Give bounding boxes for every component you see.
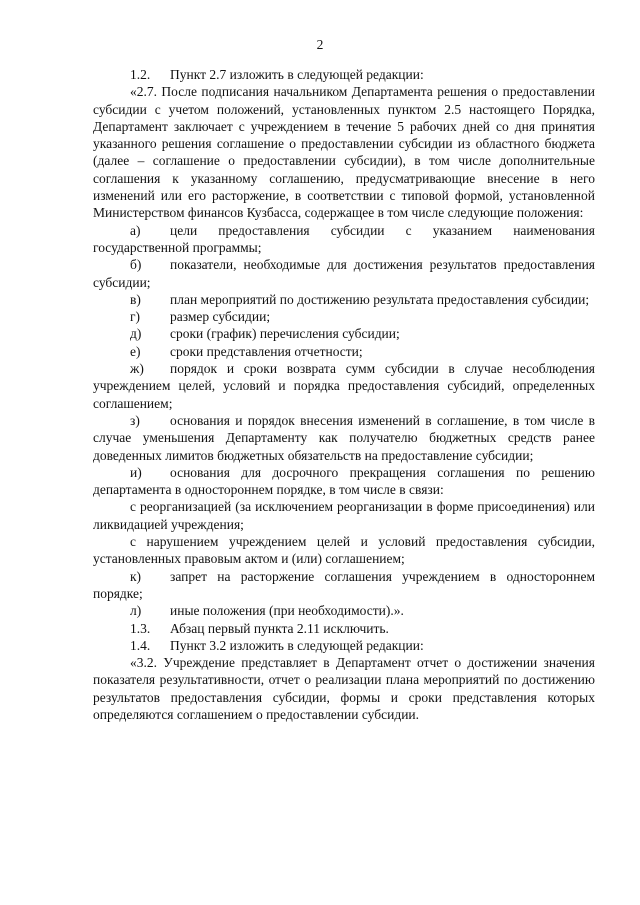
list-marker: к)	[130, 568, 142, 584]
list-marker: г)	[130, 309, 141, 325]
sub-item-reorganization: с реорганизацией (за исключением реорганизации в форме присоединения) или ликвидацией учреждения;	[93, 499, 595, 532]
list-text: сроки (график) перечисления субсидии;	[170, 326, 400, 342]
list-marker: л)	[130, 603, 142, 619]
paragraph-2-7: «2.7. После подписания начальником Департамента решения о предоставлении субсидии с учетом положений, установленных пунктом 2.5 настоящего Порядка, Департамент заключает с учреждением в течение 5 рабочих дней со дня принятия указанного решения соглашение о предоставлении субсидии из областного бюджета (далее – соглашение о предоставлении субсидии), в том числе дополнительные соглашения к указанному соглашению, предусматривающие внесение в него изменений или его расторжение, в соответствии с типовой формой, установленной Министерством финансов Кузбасса, содержащее в том числе следующие положения:	[93, 84, 595, 221]
sub-item-violation: с нарушением учреждением целей и условий предоставления субсидии, установленных правовым актом и (или) соглашением;	[93, 534, 595, 567]
list-text: иные положения (при необходимости).».	[170, 603, 404, 619]
list-text: цели предоставления субсидии с указанием наименования государственной программы;	[93, 222, 595, 255]
paragraph-text: Абзац первый пункта 2.11 исключить.	[170, 620, 389, 636]
paragraph-1-3	[93, 620, 595, 637]
list-text: сроки представления отчетности;	[170, 343, 363, 359]
paragraph-marker: 1.3.	[130, 620, 151, 636]
list-text: показатели, необходимые для достижения результатов предоставления субсидии;	[93, 257, 595, 290]
paragraph-text: Пункт 3.2 изложить в следующей редакции:	[170, 637, 424, 653]
list-item-k	[93, 568, 595, 603]
list-item-i	[93, 464, 595, 499]
paragraph-1-4	[93, 637, 595, 654]
page-number: 2	[316, 37, 324, 52]
paragraph-marker: 1.4.	[130, 637, 151, 653]
list-text: план мероприятий по достижению результата предоставления субсидии;	[170, 291, 590, 307]
document-body	[93, 66, 595, 723]
list-text: основания и порядок внесения изменений в соглашение, в том числе в случае уменьшения Департаменту как получателю бюджетных средств ранее доведенных лимитов бюджетных обязательств на предоставление субсидии;	[93, 412, 595, 463]
paragraph-3-2: «3.2. Учреждение представляет в Департамент отчет о достижении значения показателя результативности, отчет о реализации плана мероприятий по достижению результатов предоставления субсидии, формы и сроки представления которых определяются соглашением о предоставлении субсидии.	[93, 655, 595, 722]
list-item-z	[93, 412, 595, 464]
list-marker: з)	[130, 412, 140, 428]
list-marker: д)	[130, 326, 142, 342]
list-item-e	[93, 343, 595, 360]
list-item-a	[93, 222, 595, 257]
list-item-d	[93, 325, 595, 342]
list-marker: ж)	[130, 361, 144, 377]
list-item-v	[93, 291, 595, 308]
list-marker: и)	[130, 464, 142, 480]
list-text: запрет на расторжение соглашения учреждением в одностороннем порядке;	[93, 568, 595, 601]
paragraph-marker: 1.2.	[130, 67, 151, 82]
list-marker: а)	[130, 222, 141, 238]
list-marker: е)	[130, 343, 141, 359]
list-marker: в)	[130, 291, 141, 307]
list-item-g	[93, 308, 595, 325]
list-item-zh	[93, 360, 595, 412]
list-marker: б)	[130, 257, 142, 273]
list-item-b	[93, 256, 595, 291]
paragraph-text: Пункт 2.7 изложить в следующей редакции:	[170, 67, 424, 82]
paragraph-1-2	[93, 66, 595, 83]
list-item-l	[93, 602, 595, 619]
list-text: основания для досрочного прекращения соглашения по решению департамента в одностороннем порядке, в том числе в связи:	[93, 464, 595, 498]
list-text: порядок и сроки возврата сумм субсидии в случае несоблюдения учреждением целей, условий и порядка предоставления субсидий, определенных соглашением;	[93, 361, 595, 411]
list-text: размер субсидии;	[170, 309, 271, 325]
